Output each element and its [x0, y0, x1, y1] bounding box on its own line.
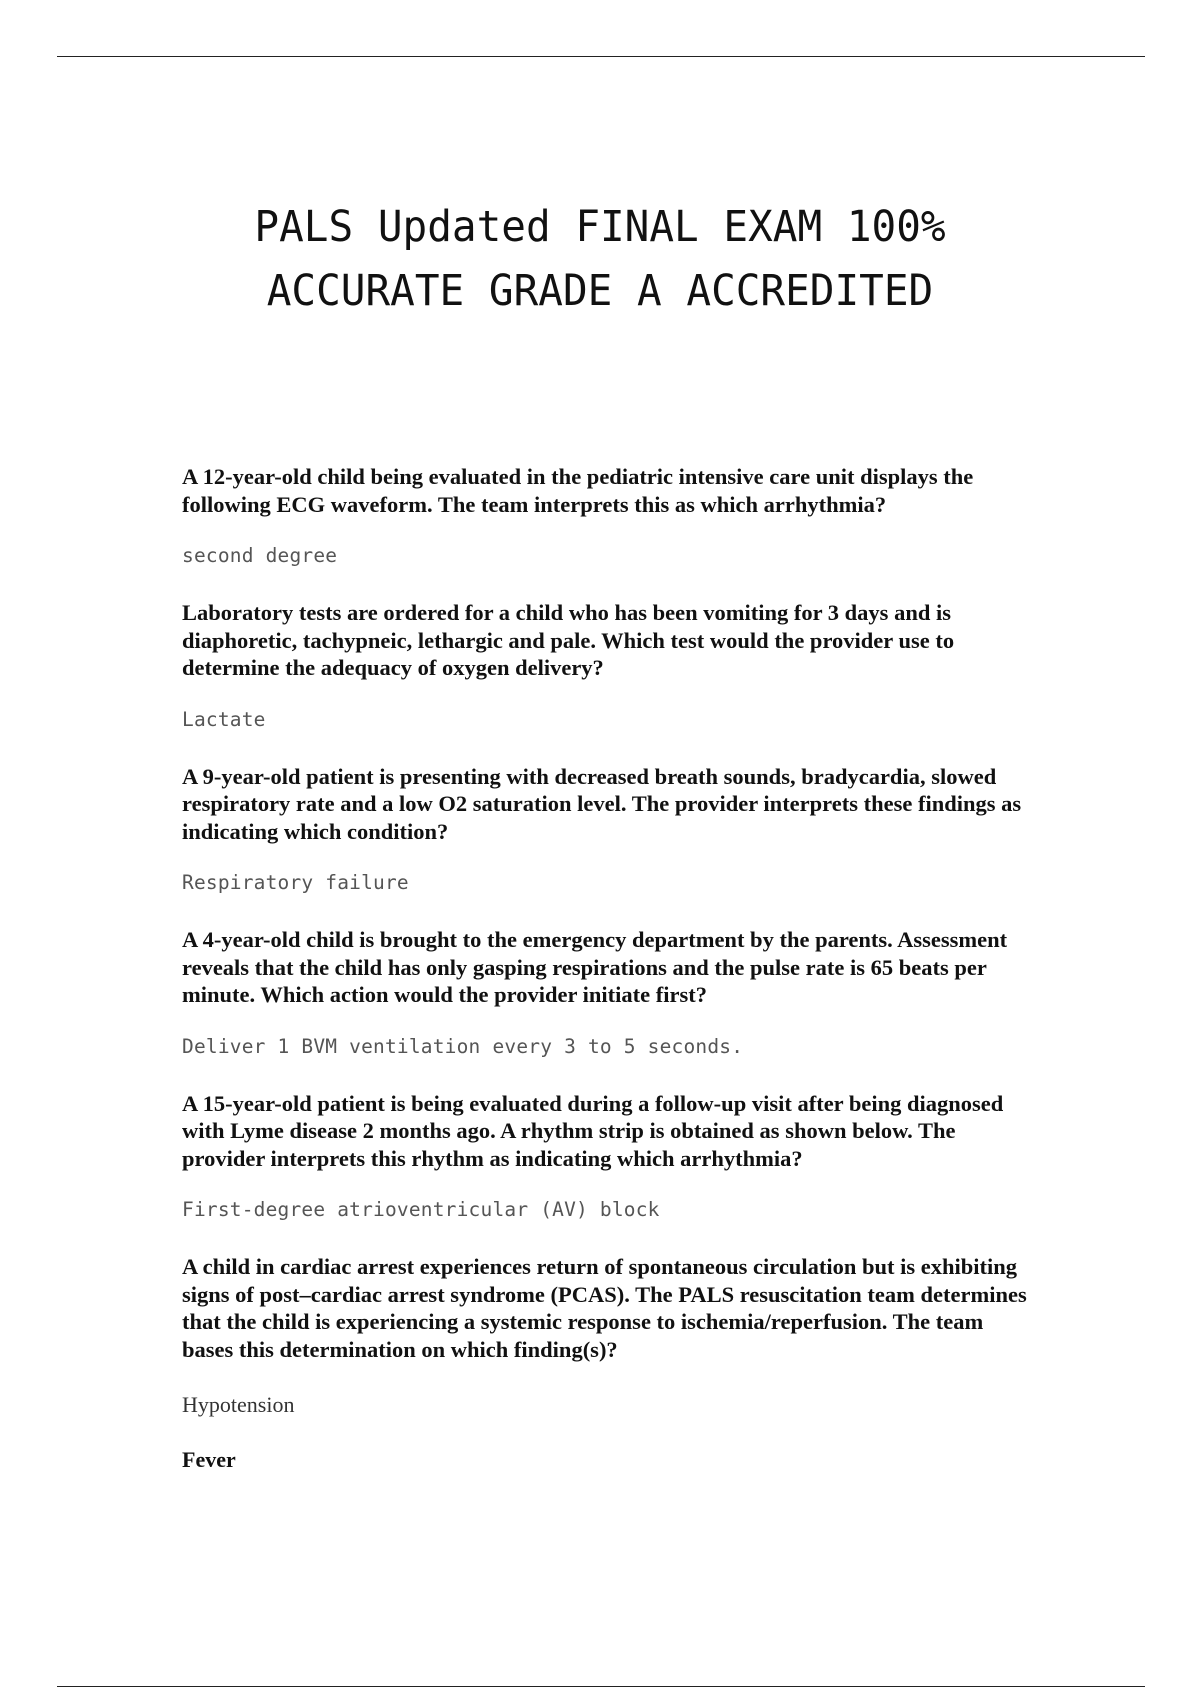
answer-text: Respiratory failure — [182, 871, 409, 894]
top-rule — [57, 56, 1145, 57]
qa-list — [182, 463, 1032, 1473]
qa-item-6 — [182, 1253, 1032, 1473]
qa-item-5 — [182, 1090, 1032, 1224]
question-text: A 12-year-old child being evaluated in the pediatric intensive care unit displays the following ECG waveform. The team interprets this as which arrhythmia? — [182, 464, 974, 517]
qa-item-2 — [182, 599, 1032, 733]
answer-text: second degree — [182, 544, 338, 567]
document-title — [0, 195, 1200, 323]
answer-option: Fever — [182, 1447, 236, 1472]
answer-text: Lactate — [182, 707, 266, 731]
answer-text: Deliver 1 BVM ventilation every 3 to 5 seconds. — [182, 1034, 744, 1058]
question-text: A 4-year-old child is brought to the emergency department by the parents. Assessment reveals that the child has only gasping respirations and the pulse rate is 65 beats per minute. Which action would the provider initiate first? — [182, 927, 1008, 1007]
question-text: A 9-year-old patient is presenting with decreased breath sounds, bradycardia, slowed respiratory rate and a low O2 saturation level. The provider interprets these findings as indicating which condition? — [182, 763, 1022, 844]
qa-item-4 — [182, 926, 1032, 1060]
question-text: A 15-year-old patient is being evaluated during a follow-up visit after being diagnosed with Lyme disease 2 months ago. A rhythm strip is obtained as shown below. The provider interprets this rhythm as indicating which arrhythmia? — [182, 1090, 1004, 1171]
answer-option: Hypotension — [182, 1392, 295, 1417]
answer-text: First-degree atrioventricular (AV) block — [182, 1198, 660, 1221]
title-line-1: PALS Updated FINAL EXAM 100% — [254, 201, 946, 252]
question-text: A child in cardiac arrest experiences return of spontaneous circulation but is exhibiting signs of post–cardiac arrest syndrome (PCAS). The PALS resuscitation team determines that the child is experiencing a systemic response to ischemia/reperfusion. The team bases this determination on which finding(s)? — [182, 1254, 1027, 1362]
title-line-2: ACCURATE GRADE A ACCREDITED — [266, 265, 934, 316]
qa-item-3 — [182, 763, 1032, 897]
qa-item-1 — [182, 463, 1032, 569]
bottom-rule — [57, 1686, 1145, 1687]
question-text: Laboratory tests are ordered for a child who has been vomiting for 3 days and is diaphoretic, tachypneic, lethargic and pale. Which test would the provider use to determine the adequacy of oxygen delivery? — [182, 600, 955, 680]
